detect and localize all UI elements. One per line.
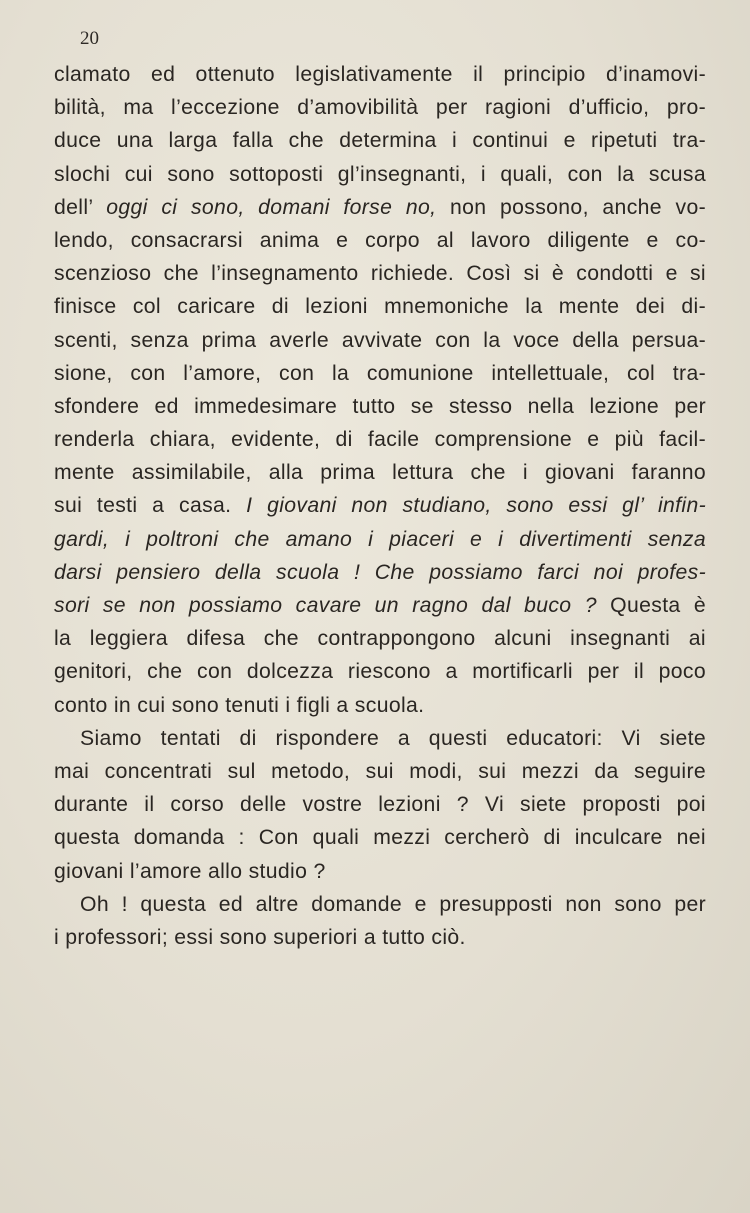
text-line xyxy=(54,821,706,854)
text-line xyxy=(54,290,706,323)
paragraph-end-line xyxy=(54,921,706,954)
italic-text-run: sori se non possiamo cavare un ragno dal buco ? xyxy=(54,594,597,617)
text-run: sione, con l’amore, con la comunione intellettuale, col tra- xyxy=(54,361,706,385)
text-run: sfondere ed immedesimare tutto se stesso nella lezione per xyxy=(54,394,706,418)
text-run: Oh ! questa ed altre domande e presupposti non sono per xyxy=(80,892,706,916)
text-run: non possono, anche vo- xyxy=(436,195,707,219)
italic-text-run: gardi, i poltroni che amano i piaceri e i divertimenti senza xyxy=(54,527,706,551)
text-line xyxy=(54,655,706,688)
text-line xyxy=(54,888,706,921)
text-line xyxy=(54,191,706,224)
text-line xyxy=(54,755,706,788)
text-run: la leggiera difesa che contrappongono alcuni insegnanti ai xyxy=(54,627,706,651)
text-line xyxy=(54,158,706,191)
text-line xyxy=(54,589,706,622)
text-run: mente assimilabile, alla prima lettura che i giovani faranno xyxy=(54,461,706,485)
text-line xyxy=(54,257,706,290)
text-line xyxy=(54,224,706,257)
text-line xyxy=(54,788,706,821)
text-run: bilità, ma l’eccezione d’amovibilità per ragioni d’ufficio, pro- xyxy=(54,96,706,120)
text-line xyxy=(54,556,706,589)
page-number: 20 xyxy=(80,28,99,49)
text-line xyxy=(54,423,706,456)
paragraph-end-line xyxy=(54,855,706,888)
text-line xyxy=(54,124,706,157)
text-run: dell’ xyxy=(54,195,107,219)
text-line xyxy=(54,622,706,655)
text-line xyxy=(54,489,706,522)
text-run: slochi cui sono sottoposti gl’insegnanti, i quali, con la scusa xyxy=(54,162,706,186)
text-line xyxy=(54,357,706,390)
text-run: scenti, senza prima averle avvivate con la voce della persua- xyxy=(54,328,706,352)
text-run: renderla chiara, evidente, di facile comprensione e più facil- xyxy=(54,428,706,452)
text-run: durante il corso delle vostre lezioni ? Vi siete proposti poi xyxy=(54,793,706,817)
body-text xyxy=(54,58,706,954)
paragraph-end-line xyxy=(54,689,706,722)
text-run: Siamo tentati di rispondere a questi educatori: Vi siete xyxy=(80,726,706,750)
text-line xyxy=(54,91,706,124)
text-run: giovani l’amore allo studio ? xyxy=(54,859,326,883)
text-run: clamato ed ottenuto legislativamente il principio d’inamovi- xyxy=(54,63,706,86)
text-run: duce una larga falla che determina i continui e ripetuti tra- xyxy=(54,129,706,153)
text-run: sui testi a casa. xyxy=(54,494,247,518)
text-line xyxy=(54,722,706,755)
text-run: mai concentrati sul metodo, sui modi, sui mezzi da seguire xyxy=(54,759,706,783)
text-run: questa domanda : Con quali mezzi cercherò di inculcare nei xyxy=(54,826,706,850)
text-run: finisce col caricare di lezioni mnemoniche la mente dei di- xyxy=(54,295,706,319)
text-run: i professori; essi sono superiori a tutto ciò. xyxy=(54,925,466,949)
text-line xyxy=(54,456,706,489)
text-run: conto in cui sono tenuti i figli a scuola. xyxy=(54,693,425,717)
text-line xyxy=(54,390,706,423)
italic-text-run: oggi ci sono, domani forse no, xyxy=(106,195,437,219)
text-line xyxy=(54,324,706,357)
italic-text-run: darsi pensiero della scuola ! Che possiamo farci noi profes- xyxy=(54,560,706,584)
text-line xyxy=(54,58,706,91)
italic-text-run: I giovani non studiano, sono essi gl’ infin- xyxy=(246,494,706,518)
text-run: Questa è xyxy=(596,594,706,617)
text-line xyxy=(54,523,706,556)
text-run: genitori, che con dolcezza riescono a mortificarli per il poco xyxy=(54,660,706,684)
text-run: scenzioso che l’insegnamento richiede. Così si è condotti e si xyxy=(54,262,706,286)
text-run: lendo, consacrarsi anima e corpo al lavoro diligente e co- xyxy=(54,228,706,252)
